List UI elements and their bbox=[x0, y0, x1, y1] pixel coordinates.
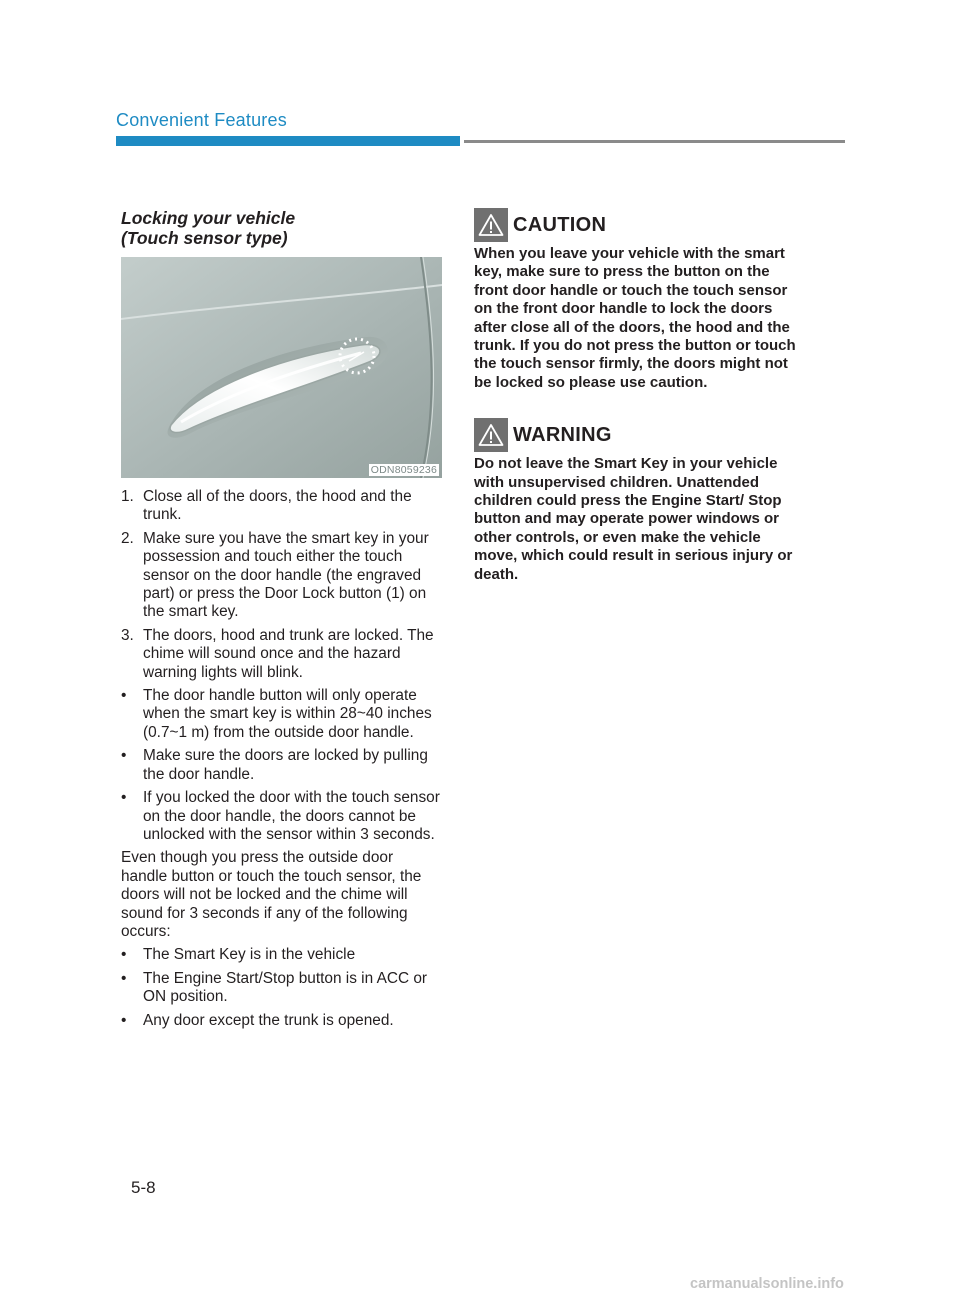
bullet-text: The door handle button will only operate when the smart key is within 28~40 inches (0.7~1 m) from the outside door handle. bbox=[143, 687, 432, 741]
door-handle-illustration bbox=[121, 257, 442, 478]
caution-body: When you leave your vehicle with the smart key, make sure to press the button on the front door handle or touch the touch sensor on the front door handle to lock the doors after close all of the doors, the hood and the trunk. If you do not press the button or touch the touch sensor firmly, the doors might not be locked so please use caution. bbox=[474, 245, 796, 391]
list-item bbox=[121, 530, 443, 622]
heading-line-1: Locking your vehicle bbox=[121, 208, 296, 228]
steps-list bbox=[121, 488, 443, 844]
warning-triangle-icon bbox=[474, 208, 508, 242]
watermark: carmanualsonline.info bbox=[690, 1276, 844, 1292]
bullet-text: The Smart Key is in the vehicle bbox=[143, 946, 356, 964]
bullet: • bbox=[121, 747, 127, 765]
conditions-paragraph: Even though you press the outside door handle button or touch the touch sensor, the doors will not be locked and the chime will sound for 3 seconds if any of the following occurs: bbox=[121, 849, 422, 940]
bullet-text: Make sure the doors are locked by pulling the door handle. bbox=[143, 747, 428, 783]
warning-header bbox=[474, 418, 804, 452]
bullet-text: Any door except the trunk is opened. bbox=[143, 1011, 394, 1029]
left-column bbox=[121, 208, 443, 1035]
door-handle-drawing bbox=[121, 257, 442, 478]
list-item bbox=[121, 627, 443, 682]
figure-code: ODN8059236 bbox=[370, 464, 437, 476]
list-item bbox=[121, 946, 443, 964]
bullet: • bbox=[121, 789, 127, 807]
step-number: 2. bbox=[121, 529, 134, 547]
step-number: 3. bbox=[121, 626, 134, 644]
caution-header bbox=[474, 208, 804, 242]
list-item bbox=[121, 1012, 443, 1030]
bullet: • bbox=[121, 1011, 127, 1029]
conditions-list bbox=[121, 946, 443, 1030]
step-text: Make sure you have the smart key in your possession and touch either the touch sensor on the door handle (the engraved part) or press the Door Lock button (1) on the smart key. bbox=[143, 529, 429, 621]
step-number: 1. bbox=[121, 488, 134, 505]
right-column bbox=[474, 208, 804, 584]
warning-notice bbox=[474, 418, 804, 584]
warning-title: WARNING bbox=[513, 423, 612, 446]
step-text: The doors, hood and trunk are locked. The chime will sound once and the hazard warning lights will blink. bbox=[143, 626, 434, 681]
bullet: • bbox=[121, 687, 127, 705]
caution-notice bbox=[474, 208, 804, 392]
bullet: • bbox=[121, 969, 127, 987]
warning-triangle-icon bbox=[474, 418, 508, 452]
list-item bbox=[121, 488, 443, 525]
list-item bbox=[121, 789, 443, 844]
bullet-text: If you locked the door with the touch sensor on the door handle, the doors cannot be unlocked with the sensor within 3 seconds. bbox=[143, 789, 440, 843]
caution-title: CAUTION bbox=[513, 213, 607, 236]
list-item bbox=[121, 687, 443, 742]
list-item bbox=[121, 747, 443, 784]
section-title: Convenient Features bbox=[116, 110, 287, 130]
section-heading bbox=[121, 208, 443, 248]
step-text: Close all of the doors, the hood and the trunk. bbox=[143, 488, 412, 524]
list-item bbox=[121, 970, 443, 1007]
bullet-text: The Engine Start/Stop button is in ACC or ON position. bbox=[143, 969, 428, 1006]
warning-body: Do not leave the Smart Key in your vehicle with unsupervised children. Unattended children could press the Engine Start/ Stop button and may operate power windows or other controls, or even make the vehicle move, which could result in serious injury or death. bbox=[474, 455, 793, 583]
bullet: • bbox=[121, 946, 127, 964]
header-rule bbox=[464, 140, 845, 143]
page-number: 5-8 bbox=[131, 1178, 156, 1197]
heading-line-2: (Touch sensor type) bbox=[121, 228, 288, 248]
header-accent-bar bbox=[116, 136, 460, 146]
